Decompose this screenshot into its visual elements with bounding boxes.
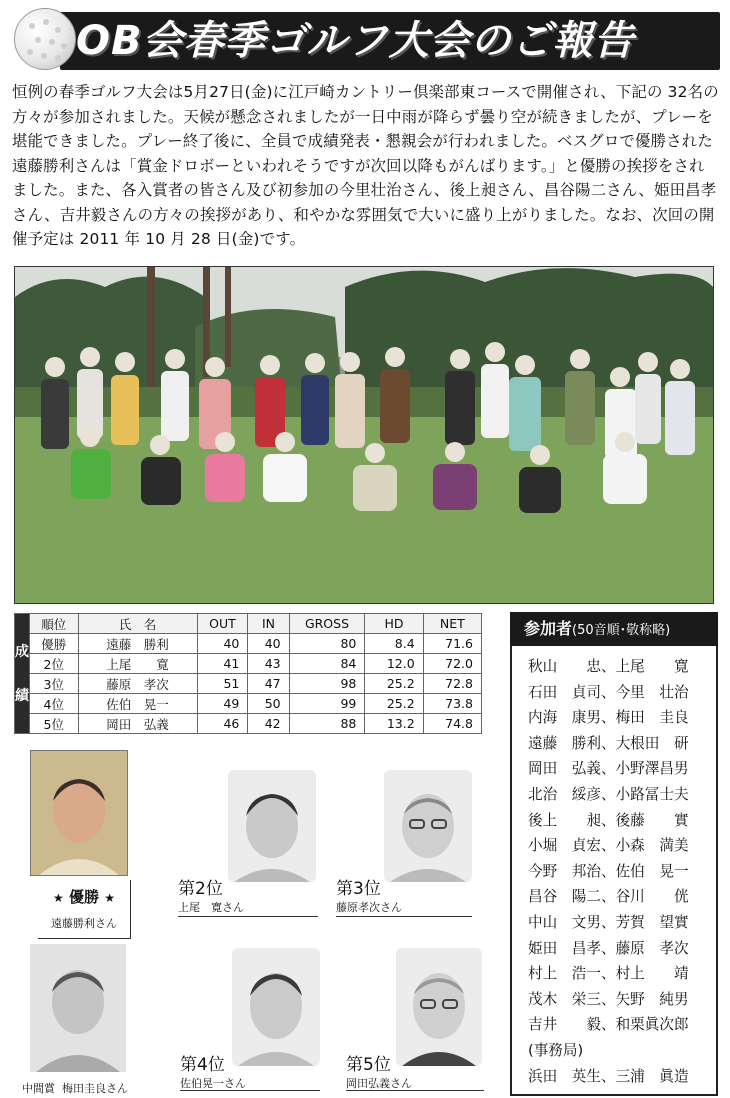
cell-gross: 80: [289, 634, 365, 654]
star-icon: ★: [104, 891, 115, 905]
cell-net: 72.0: [423, 654, 481, 674]
cell-rank: 2位: [30, 654, 79, 674]
table-row: [15, 694, 482, 714]
cell-in: 50: [248, 694, 289, 714]
participant-line: 今野 邦治、佐伯 晃一: [528, 862, 689, 880]
star-icon: ★: [52, 891, 64, 905]
table-row: [15, 654, 482, 674]
cell-rank: 4位: [30, 694, 79, 714]
cell-in: 47: [248, 674, 289, 694]
champion-caption: [38, 880, 131, 939]
cell-out: 51: [197, 674, 248, 694]
col-gross: GROSS: [289, 614, 365, 634]
champion-name: 遠藤勝利さん: [51, 917, 117, 930]
cell-in: 43: [248, 654, 289, 674]
fourth-place-photo: [232, 948, 320, 1066]
cell-name: 上尾 寛: [78, 654, 197, 674]
participant-line: 小堀 貞宏、小森 満美: [528, 837, 689, 855]
results-side-label: [15, 614, 30, 734]
second-place-name: 上尾 寛さん: [178, 901, 244, 914]
group-photo: [14, 266, 714, 604]
cell-out: 40: [197, 634, 248, 654]
cell-hd: 12.0: [365, 654, 423, 674]
table-row: [15, 714, 482, 734]
col-hd: HD: [365, 614, 423, 634]
second-place-rank: 第2位: [178, 879, 223, 899]
participants-list: [528, 654, 708, 1089]
table-header-row: [15, 614, 482, 634]
cell-hd: 25.2: [365, 694, 423, 714]
cell-gross: 88: [289, 714, 365, 734]
cell-hd: 8.4: [365, 634, 423, 654]
participant-line: 後上 昶、後藤 實: [528, 811, 689, 829]
middle-prize-name: 梅田圭良さん: [62, 1082, 128, 1095]
cell-name: 遠藤 勝利: [78, 634, 197, 654]
cell-rank: 5位: [30, 714, 79, 734]
second-place-photo: [228, 770, 316, 882]
results-table: [14, 613, 482, 734]
fifth-place-name: 岡田弘義さん: [346, 1077, 412, 1090]
participant-line: 秋山 忠、上尾 寛: [528, 658, 689, 675]
fourth-place-rank: 第4位: [180, 1055, 225, 1075]
cell-in: 42: [248, 714, 289, 734]
champion-rank: 優勝: [68, 888, 99, 906]
participant-line: 石田 貞司、今里 壮治: [528, 683, 689, 701]
cell-out: 41: [197, 654, 248, 674]
col-net: NET: [423, 614, 481, 634]
cell-gross: 98: [289, 674, 365, 694]
participants-title: 参加者: [524, 619, 573, 638]
second-place-caption: [178, 896, 318, 917]
participant-line: 岡田 弘義、小野澤昌男: [528, 760, 689, 778]
champion-photo: [30, 750, 128, 876]
cell-hd: 25.2: [365, 674, 423, 694]
table-row: [15, 674, 482, 694]
cell-rank: 優勝: [30, 634, 79, 654]
cell-gross: 84: [289, 654, 365, 674]
cell-gross: 99: [289, 694, 365, 714]
side-label-1: 成: [15, 643, 29, 660]
cell-name: 岡田 弘義: [78, 714, 197, 734]
third-place-name: 藤原孝次さん: [336, 901, 402, 914]
cell-name: 藤原 孝次: [78, 674, 197, 694]
intro-paragraph: 恒例の春季ゴルフ大会は5月27日(金)に江戸崎カントリー倶楽部東コースで開催され、下記の 32名の方々が参加されました。天候が懸念されましたが一日中雨が降らず曇り空が続きましたが、プレーを堪能できました。プレー終了後に、全員で成績発表・懇親会が行われました。ベスグロで優勝された遠藤勝利さんは「賞金ドロボーといわれそうですが次回以降もがんばります。」と優勝の挨拶をされました。また、各入賞者の皆さん及び初参加の今里壮治さん、後上昶さん、昌谷陽二さん、姫田昌孝さん、吉井毅さんの方々の挨拶があり、和やかな雰囲気で大いに盛り上がりました。なお、次回の開催予定は 2011 年 10 月 28 日(金)です。: [12, 83, 719, 248]
table-row: [15, 634, 482, 654]
participant-line: (事務局): [528, 1041, 584, 1059]
participant-line: 昌谷 陽二、谷川 侊: [528, 888, 689, 906]
middle-prize-caption: [22, 1080, 128, 1096]
participants-header: [510, 612, 718, 646]
col-in: IN: [248, 614, 289, 634]
participant-line: 遠藤 勝利、大根田 研: [528, 734, 689, 752]
fourth-place-name: 佐伯晃一さん: [180, 1077, 246, 1090]
middle-prize-photo: [30, 944, 126, 1072]
middle-prize-rank: 中間賞: [22, 1082, 55, 1095]
cell-out: 46: [197, 714, 248, 734]
cell-net: 74.8: [423, 714, 481, 734]
golf-ball-icon: [14, 8, 76, 70]
participant-line: 姫田 昌孝、藤原 孝次: [528, 939, 689, 957]
fourth-place-caption: [180, 1072, 320, 1091]
cell-net: 73.8: [423, 694, 481, 714]
participant-line: 茂木 栄三、矢野 純男: [528, 990, 689, 1008]
participant-line: 中山 文男、芳賀 望實: [528, 913, 689, 931]
cell-rank: 3位: [30, 674, 79, 694]
cell-in: 40: [248, 634, 289, 654]
participant-line: 内海 康男、梅田 圭良: [528, 709, 689, 727]
participants-subtitle: (50音順･敬称略): [572, 623, 671, 638]
third-place-caption: [336, 896, 472, 917]
col-name: 氏 名: [78, 614, 197, 634]
fifth-place-photo: [396, 948, 482, 1066]
col-rank: 順位: [30, 614, 79, 634]
fifth-place-rank: 第5位: [346, 1055, 391, 1075]
cell-name: 佐伯 晃一: [78, 694, 197, 714]
page-title: OB会春季ゴルフ大会のご報告: [76, 18, 635, 64]
participant-line: 村上 浩一、村上 靖: [528, 965, 689, 983]
col-out: OUT: [197, 614, 248, 634]
participant-line: 北治 綏彦、小路冨士夫: [528, 785, 689, 803]
third-place-photo: [384, 770, 472, 882]
cell-net: 72.8: [423, 674, 481, 694]
fifth-place-caption: [346, 1072, 484, 1091]
participant-line: 浜田 英生、三浦 眞造: [528, 1067, 689, 1085]
cell-hd: 13.2: [365, 714, 423, 734]
side-label-2: 績: [15, 687, 29, 704]
cell-net: 71.6: [423, 634, 481, 654]
cell-out: 49: [197, 694, 248, 714]
third-place-rank: 第3位: [336, 879, 381, 899]
participant-line: 吉井 毅、和栗眞次郎: [528, 1016, 689, 1034]
